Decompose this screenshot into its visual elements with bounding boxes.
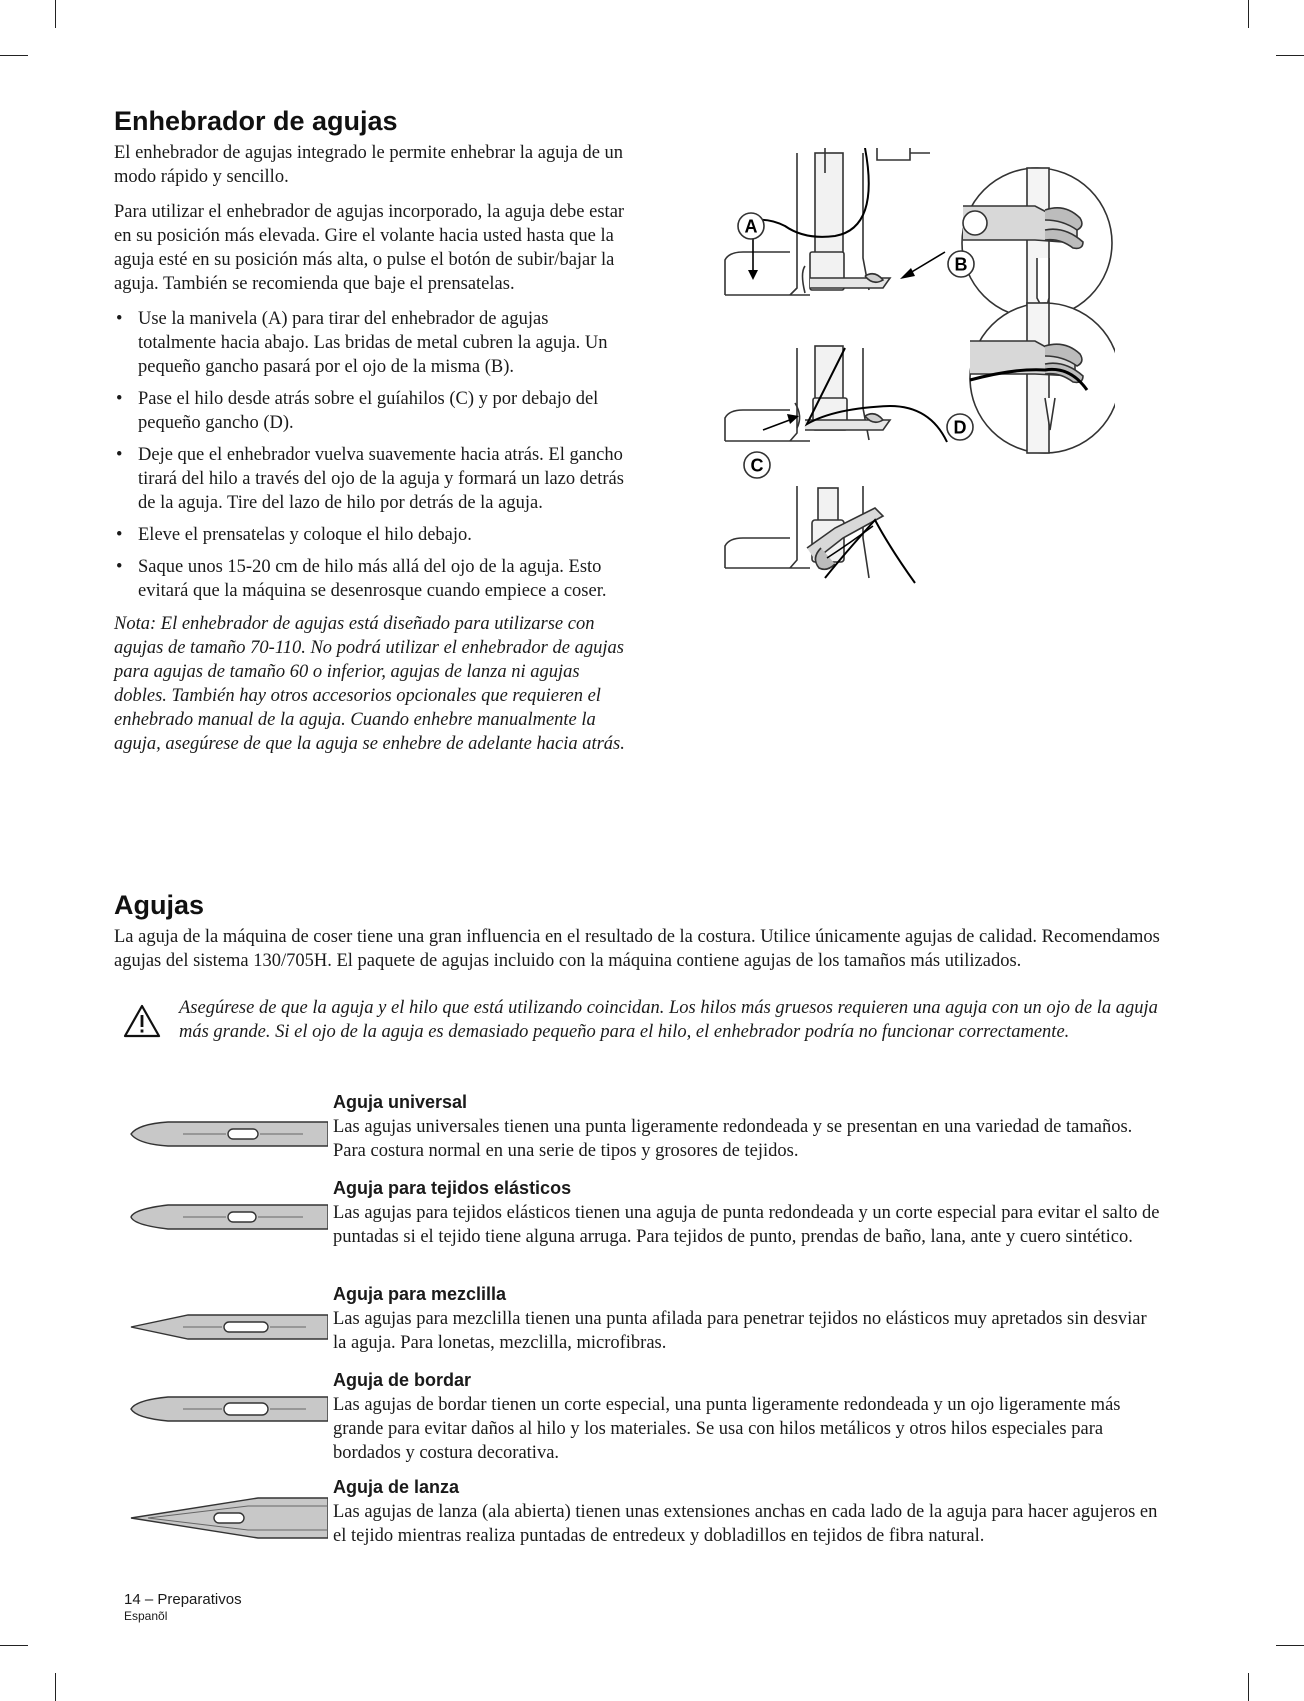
- list-item: • Use la manivela (A) para tirar del enhebrador de agujas totalmente hacia abajo. Las bridas de metal cubren la aguja. Un pequeño gancho pasará por el ojo de la misma (B).: [114, 307, 629, 379]
- needle-title: Aguja de bordar: [333, 1370, 472, 1390]
- language-label: Espanõl: [124, 1609, 168, 1623]
- needle-desc: Las agujas de lanza (ala abierta) tienen unas extensiones anchas en cada lado de la aguja para hacer agujeros en el tejido mientras realiza puntadas de entredeux y dobladillos en tejidos de fibra natural.: [333, 1502, 1158, 1546]
- needle-title: Aguja para tejidos elásticos: [333, 1178, 572, 1198]
- universal-needle-icon: [128, 1114, 328, 1154]
- threader-text: [114, 141, 629, 767]
- needle-desc: Las agujas de bordar tienen un corte especial, una punta ligeramente redondeada y un ojo ligeramente más grande para evitar daños al hilo y los materiales. Se usa con hilos metálicos y otros hilos especiales para bordados y costura decorativa.: [333, 1395, 1121, 1463]
- list-item: • Pase el hilo desde atrás sobre el guíahilos (C) y por debajo del pequeño gancho (D).: [114, 387, 629, 435]
- needle-desc: Las agujas para mezclilla tienen una punta afilada para penetrar tejidos no elásticos muy apretados sin desviar la aguja. Para lonetas, mezclilla, microfibras.: [333, 1309, 1147, 1353]
- label-b: B: [954, 254, 968, 275]
- needle-title: Aguja de lanza: [333, 1477, 460, 1497]
- page-footer: [124, 1590, 242, 1624]
- warning-text: Asegúrese de que la aguja y el hilo que está utilizando coincidan. Los hilos más gruesos requieren una aguja con un ojo de la aguja más grande. Si el ojo de la aguja es demasiado pequeño para el hilo, el enhebrador podría no funcionar correctamente.: [179, 998, 1158, 1042]
- paragraph: El enhebrador de agujas integrado le permite enhebrar la aguja de un modo rápido y sencillo.: [114, 143, 624, 187]
- needle-title: Aguja universal: [333, 1092, 468, 1112]
- label-d: D: [953, 417, 967, 438]
- crop-mark: [1248, 0, 1249, 28]
- crop-mark: [0, 55, 28, 56]
- page-number: 14 – Preparativos: [124, 1591, 242, 1608]
- needle-desc: Las agujas para tejidos elásticos tienen una aguja de punta redondeada y un corte especial para evitar el salto de puntadas si el tejido tiene alguna arruga. Para tejidos de punto, prendas de baño, lana, ante y cuero sintético.: [333, 1203, 1160, 1247]
- needle-desc: Las agujas universales tienen una punta ligeramente redondeada y se presentan en una variedad de tamaños. Para costura normal en una serie de tipos y grosores de tejidos.: [333, 1117, 1133, 1161]
- crop-mark: [55, 1673, 56, 1701]
- threader-illustration: [715, 148, 1115, 598]
- needles-intro: La aguja de la máquina de coser tiene una gran influencia en el resultado de la costura. Utilice únicamente agujas de calidad. Recomendamos agujas del sistema 130/705H. El paquete de agujas incluido con la máquina contiene agujas de los tamaños más utilizados.: [114, 927, 1160, 971]
- needle-title: Aguja para mezclilla: [333, 1284, 507, 1304]
- label-a: A: [744, 216, 758, 237]
- section-title-threader: Enhebrador de agujas: [114, 106, 398, 136]
- crop-mark: [55, 0, 56, 28]
- steps-list: [114, 307, 629, 603]
- list-item: • Saque unos 15-20 cm de hilo más allá del ojo de la aguja. Esto evitará que la máquina se desenrosque cuando empiece a coser.: [114, 555, 629, 603]
- note: Nota: El enhebrador de agujas está diseñado para utilizarse con agujas de tamaño 70-110. No podrá utilizar el enhebrador de agujas para agujas de tamaño 60 o inferior, agujas de lanza ni agujas dobles. También hay otros accesorios opcionales que requieren el enhebrado manual de la aguja. Cuando enhebre manualmente la aguja, asegúrese de que la aguja se enhebre de adelante hacia atrás.: [114, 614, 625, 754]
- crop-mark: [1248, 1673, 1249, 1701]
- crop-mark: [1276, 55, 1304, 56]
- crop-mark: [0, 1645, 28, 1646]
- section-title-needles: Agujas: [114, 890, 205, 920]
- stretch-needle-icon: [128, 1197, 328, 1237]
- warning-icon: [122, 1003, 162, 1039]
- crop-mark: [1276, 1645, 1304, 1646]
- list-item: • Eleve el prensatelas y coloque el hilo debajo.: [114, 523, 629, 547]
- denim-needle-icon: [128, 1307, 328, 1347]
- paragraph: Para utilizar el enhebrador de agujas incorporado, la aguja debe estar en su posición más elevada. Gire el volante hacia usted hasta que la aguja esté en su posición más alta, o pulse el botón de subir/bajar la aguja. También se recomienda que baje el prensatelas.: [114, 202, 625, 294]
- embroidery-needle-icon: [128, 1389, 328, 1429]
- list-item: • Deje que el enhebrador vuelva suavemente hacia atrás. El gancho tirará del hilo a través del ojo de la aguja y formará un lazo detrás de la aguja. Tire del lazo de hilo por detrás de la aguja.: [114, 443, 629, 515]
- wing-needle-icon: [128, 1494, 328, 1542]
- label-c: C: [750, 455, 764, 476]
